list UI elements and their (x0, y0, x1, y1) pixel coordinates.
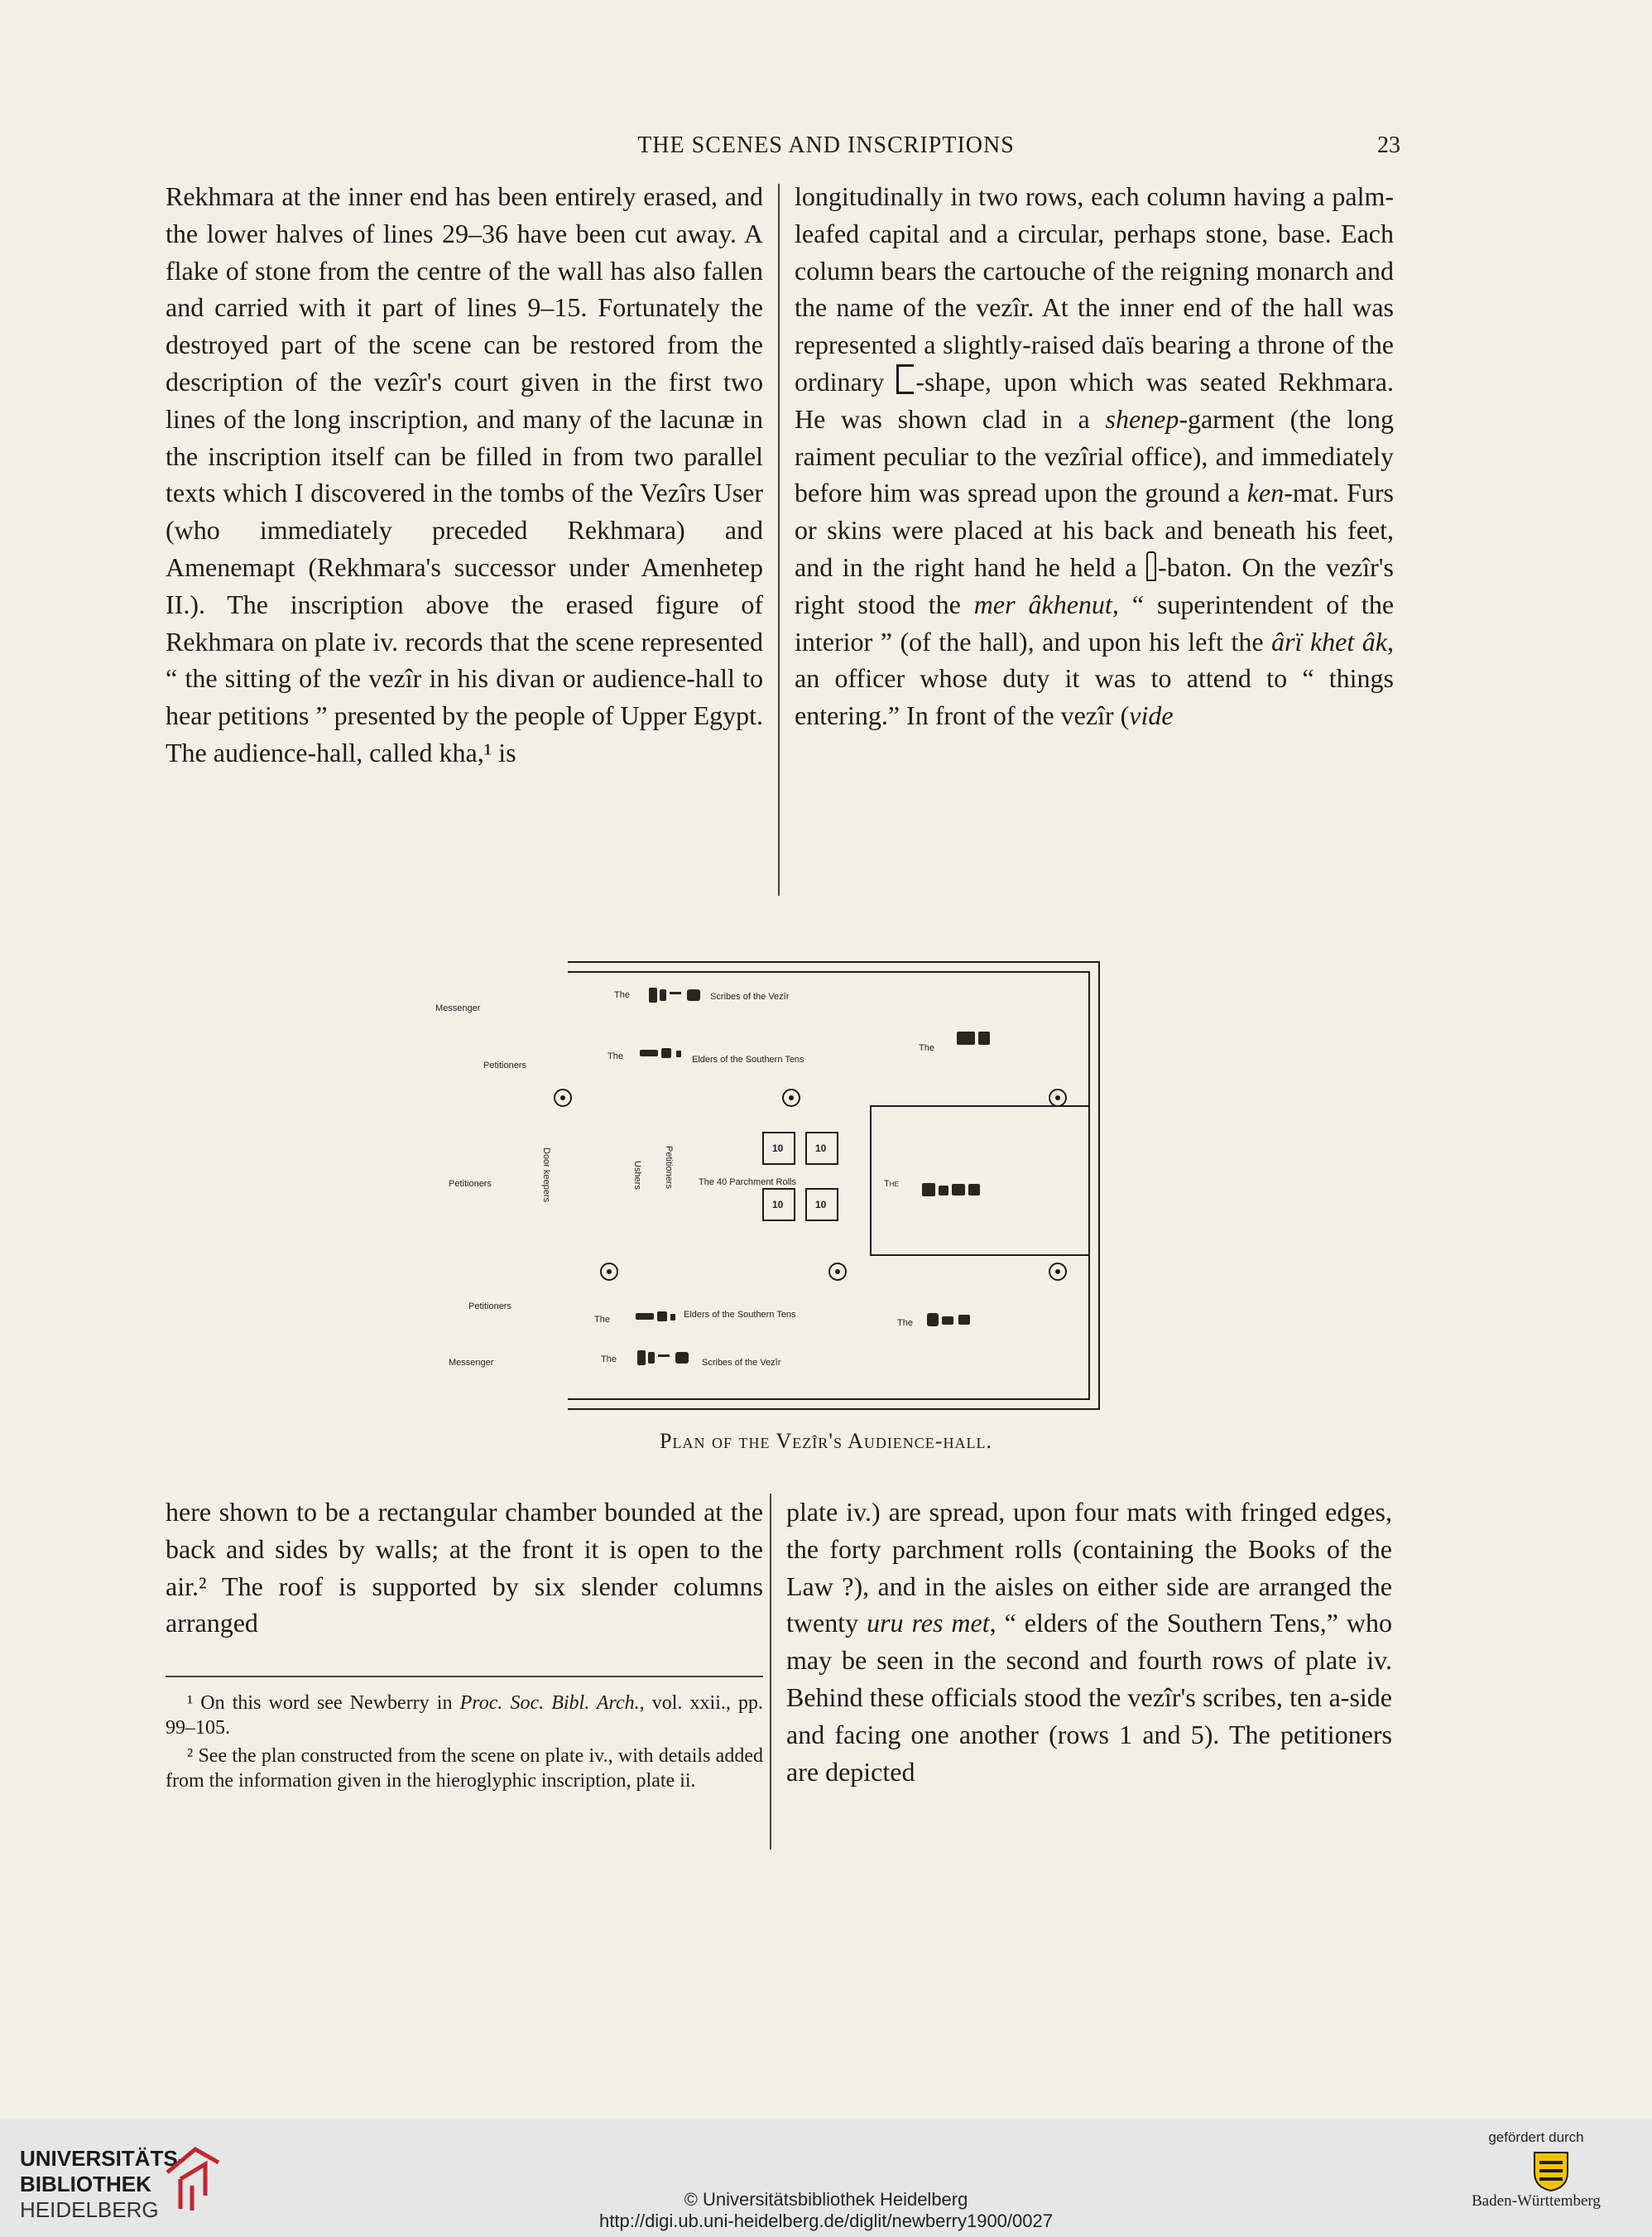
plan-label-the-elders-top: The (607, 1051, 623, 1061)
plan-label-the-dais: The (884, 1179, 899, 1189)
plan-label-petitioners-mid: Petitioners (449, 1179, 492, 1189)
italic-term: uru res met (867, 1608, 990, 1638)
plan-label-ushers: Ushers (632, 1161, 642, 1190)
copyright-notice: © Universitätsbibliothek Heidelberg http://digi.ub.uni-heidelberg.de/diglit/newberry1900/0027 (0, 2189, 1652, 2232)
plan-label-petitioners-bottom: Petitioners (468, 1301, 511, 1311)
plan-label-petitioners-top: Petitioners (483, 1061, 526, 1070)
footnotes (166, 1691, 763, 1797)
plan-label-elders-top: Elders of the Southern Tens (692, 1055, 804, 1065)
column-divider (778, 184, 780, 896)
paragraph-text: longitudinally in two rows, each column having a palm-leafed capital and a circular, perhaps stone, base. Each column bears the cartouche of the reigning monarch and the name of the vezîr. At the inner end of the hall was represented a slightly-raised daïs bearing a throne of the ordinary -shape, upon which was seated Rekhmara. He was shown clad in a shenep-garment (the long raiment peculiar to the vezîrial office), and immediately before him was spread upon the ground a ken-mat. Furs or skins were placed at his back and beneath his feet, and in the right hand he held a -baton. On the vezîr's right stood the mer âkhenut, “ superintendent of the interior ” (of the hall), and upon his left the ârï khet âk, an officer whose duty it was to attend to “ things entering.” In front of the vezîr (vide (795, 181, 1395, 731)
italic-term: ârï khet âk (1271, 626, 1388, 657)
plan-label-the-scribes-bottom: The (601, 1354, 617, 1364)
audience-hall-plan (429, 949, 1106, 1412)
plan-label-parchment-rolls: The 40 Parchment Rolls (699, 1177, 796, 1187)
footnote-rule (166, 1676, 763, 1677)
plan-label-petitioners-vertical: Petitioners (664, 1146, 674, 1189)
right-column-top (795, 178, 1394, 734)
plan-mat-label: 10 (772, 1199, 784, 1210)
italic-term: mer âkhenut (973, 589, 1112, 619)
plan-mat-label: 10 (815, 1143, 827, 1154)
funding-credit: gefördert durch Baden-Württemberg (1472, 2129, 1601, 2210)
plan-label-the-elders-bottom: The (594, 1315, 610, 1325)
throne-glyph-icon (896, 364, 914, 394)
library-logo-text: UNIVERSITÄTS- BIBLIOTHEK HEIDELBERG (20, 2146, 185, 2222)
source-url[interactable]: http://digi.ub.uni-heidelberg.de/diglit/newberry1900/0027 (599, 2211, 1053, 2231)
footnote-2: ² See the plan constructed from the scene on plate iv., with details added from the information given in the hieroglyphic inscription, plate ii. (166, 1745, 763, 1792)
plan-label-the-right-top: The (919, 1043, 934, 1053)
plan-mat-label: 10 (815, 1199, 827, 1210)
running-title: THE SCENES AND INSCRIPTIONS (637, 132, 1015, 158)
plan-label-scribes-top: Scribes of the Vezîr (710, 992, 790, 1002)
page-number: 23 (1377, 132, 1400, 158)
state-crest-icon (1533, 2151, 1569, 2192)
italic-term: ken (1246, 478, 1285, 508)
plan-label-messenger-bottom: Messenger (449, 1358, 494, 1368)
left-column-top (166, 178, 763, 772)
baton-glyph-icon (1146, 551, 1156, 581)
paragraph-text: Rekhmara at the inner end has been entirely erased, and the lower halves of lines 29–36 have been cut away. A flake of stone from the centre of the wall has also fallen and carried with it part of lines 9–15. Fortunately the destroyed part of the scene can be restored from the description of the vezîr's court given in the first two lines of the long inscription, and many of the lacunæ in the inscription itself can be filled in from two parallel texts which I discovered in the tombs of the Vezîrs User (who immediately preceded Rekhmara) and Amenemapt (Rekhmara's successor under Amenhetep II.). The inscription above the erased figure of Rekhmara on plate iv. records that the scene represented “ the sitting of the vezîr in his divan or audience-hall to hear petitions ” presented by the people of Upper Egypt. The audience-hall, called kha,¹ is (166, 181, 763, 767)
plan-label-the-right-bottom: The (897, 1318, 913, 1328)
paragraph-text: plate iv.) are spread, upon four mats with fringed edges, the forty parchment rolls (containing the Books of the Law ?), and in the aisles on either side are arranged the twenty uru res met, “ elders of the Southern Tens,” who may be seen in the second and fourth rows of plate iv. Behind these officials stood the vezîr's scribes, ten a-side and facing one another (rows 1 and 5). The petitioners are depicted (786, 1497, 1393, 1787)
column-divider (770, 1494, 771, 1850)
right-column-bottom (786, 1494, 1392, 1790)
plan-label-messenger-top: Messenger (435, 1003, 481, 1013)
italic-term: vide (1129, 700, 1174, 731)
plan-caption: Plan of the Vezîr's Audience-hall. (660, 1429, 992, 1453)
left-column-bottom (166, 1494, 763, 1642)
plan-label-elders-bottom: Elders of the Southern Tens (684, 1310, 796, 1320)
plan-label-scribes-bottom: Scribes of the Vezîr (702, 1358, 781, 1368)
paragraph-text: here shown to be a rectangular chamber bounded at the back and sides by walls; at the front it is open to the air.² The roof is supported by six slender columns arranged (166, 1497, 763, 1638)
footnote-1: ¹ On this word see Newberry in Proc. Soc. Bibl. Arch., vol. xxii., pp. 99–105. (166, 1692, 763, 1739)
plan-label-door-keepers: Door keepers (541, 1147, 551, 1203)
plan-mat-label: 10 (772, 1143, 784, 1154)
plan-label-the-scribes-top: The (614, 990, 630, 1000)
italic-term: shenep (1105, 403, 1179, 434)
